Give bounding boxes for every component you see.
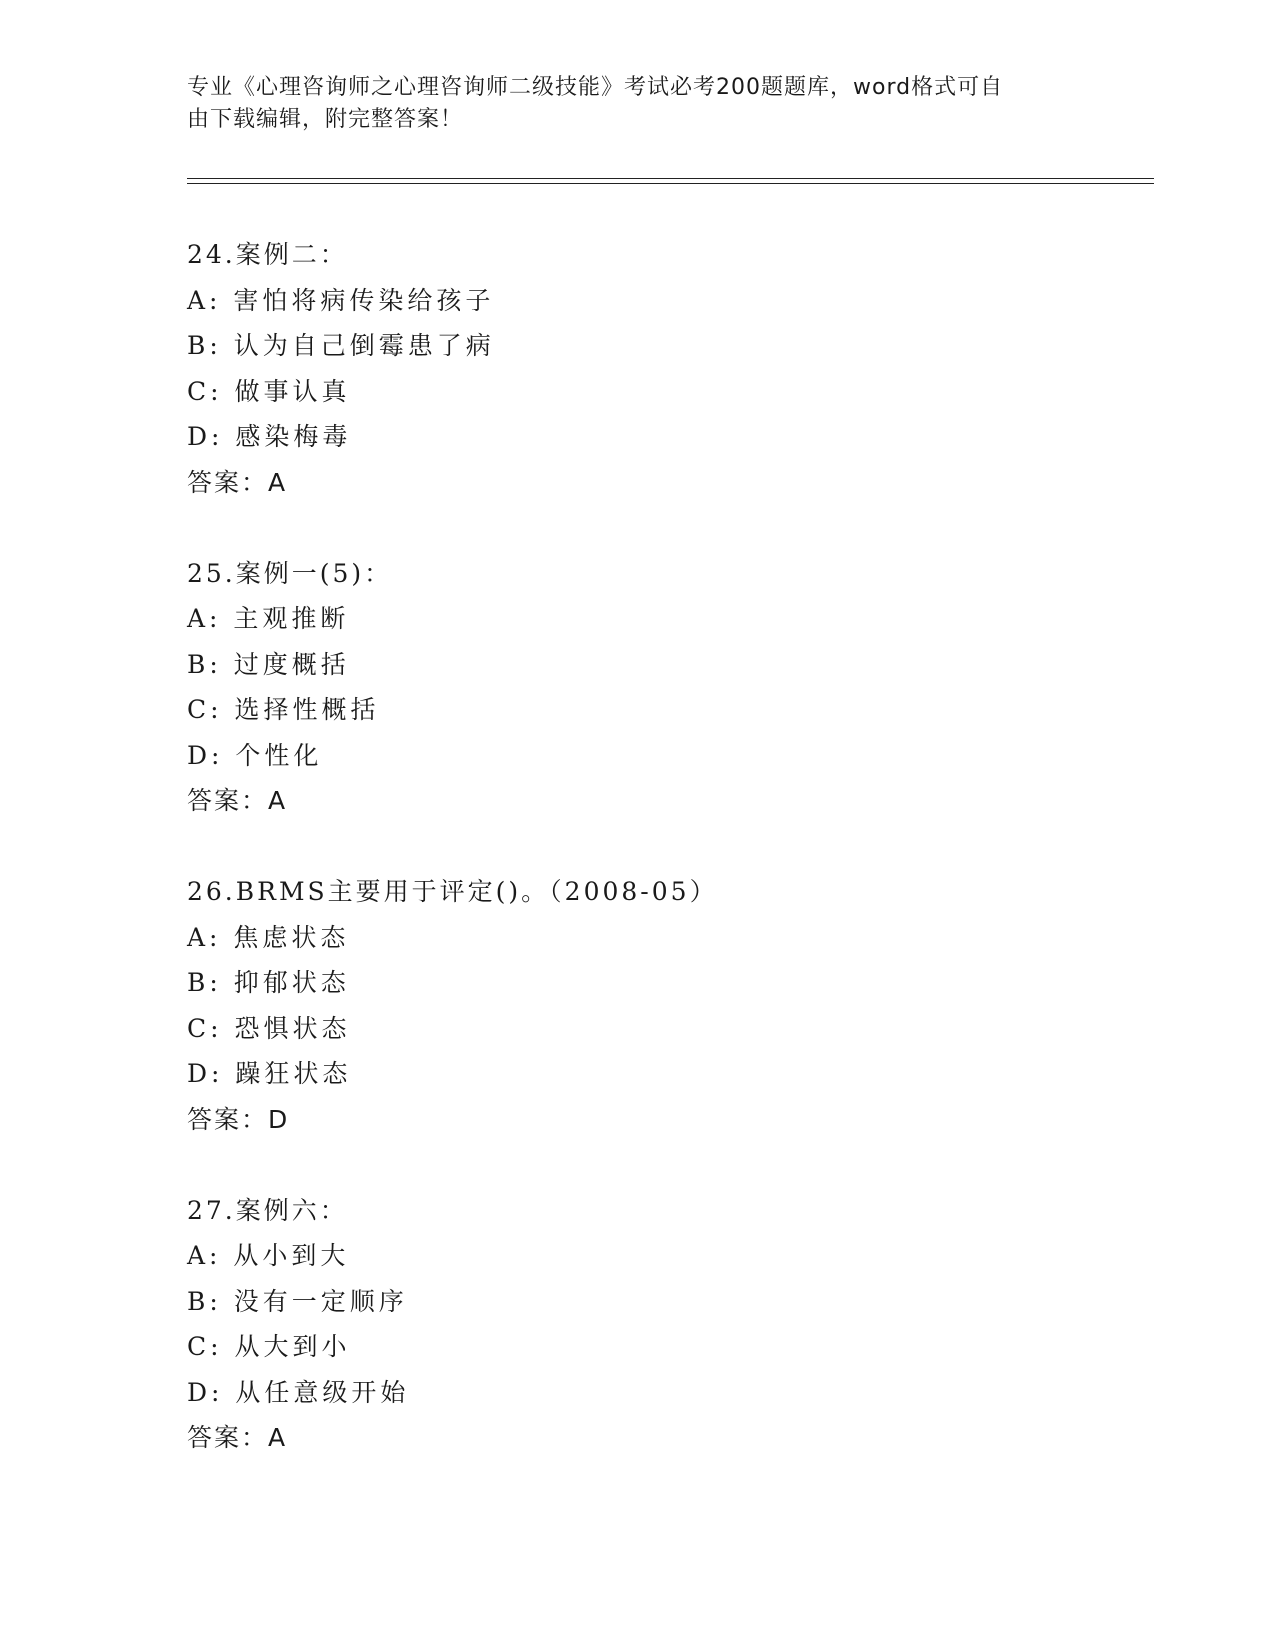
question-title: 25.案例一(5)： <box>187 558 393 588</box>
question-list <box>187 232 1147 1506</box>
option-b: B: 过度概括 <box>187 649 350 679</box>
answer-label: 答案：A <box>187 467 288 497</box>
option-d: D: 个性化 <box>187 740 323 770</box>
answer-label: 答案：A <box>187 786 288 815</box>
option-b: B: 认为自己倒霉患了病 <box>187 331 495 360</box>
question-title: 27.案例六： <box>187 1195 348 1225</box>
option-b: B: 抑郁状态 <box>187 968 350 997</box>
question-26 <box>187 869 1147 1142</box>
question-title: 24.案例二： <box>187 240 348 269</box>
question-25 <box>187 551 1147 824</box>
option-a: A: 焦虑状态 <box>187 922 350 952</box>
question-24 <box>187 232 1147 505</box>
document-intro <box>187 72 1067 136</box>
header-divider-top <box>187 178 1154 179</box>
option-d: D: 躁狂状态 <box>187 1059 352 1088</box>
option-a: A: 从小到大 <box>187 1241 350 1270</box>
option-d: D: 从任意级开始 <box>187 1377 410 1407</box>
option-b: B: 没有一定顺序 <box>187 1286 408 1316</box>
question-title: 26.BRMS主要用于评定()。（2008-05） <box>187 877 718 906</box>
option-d: D: 感染梅毒 <box>187 422 352 451</box>
intro-line-1: 专业《心理咨询师之心理咨询师二级技能》考试必考200题题库，word格式可自 <box>187 75 1004 100</box>
header-divider-bottom <box>187 183 1154 184</box>
option-c: C: 做事认真 <box>187 376 351 406</box>
option-a: A: 害怕将病传染给孩子 <box>187 285 495 315</box>
answer-label: 答案：D <box>187 1104 290 1134</box>
answer-label: 答案：A <box>187 1423 288 1452</box>
intro-line-2: 由下载编辑，附完整答案！ <box>187 107 464 132</box>
option-c: C: 从大到小 <box>187 1332 351 1361</box>
option-c: C: 恐惧状态 <box>187 1013 351 1043</box>
question-27 <box>187 1188 1147 1461</box>
option-a: A: 主观推断 <box>187 604 350 633</box>
option-c: C: 选择性概括 <box>187 695 380 724</box>
